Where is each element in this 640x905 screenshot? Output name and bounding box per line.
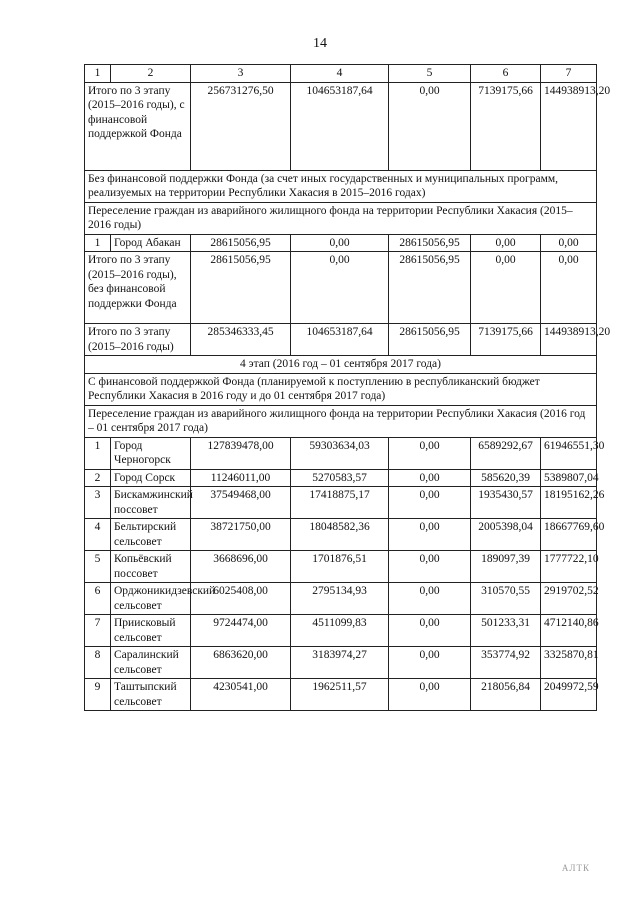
- value-cell: 9724474,00: [191, 615, 291, 647]
- municipality-name: Город Сорск: [111, 469, 191, 487]
- total-row: [85, 82, 597, 170]
- column-number: 7: [541, 65, 597, 83]
- value-cell: 0,00: [389, 551, 471, 583]
- footer-mark: АЛТК: [561, 863, 590, 873]
- value-cell: 59303634,03: [291, 437, 389, 469]
- page-number: 14: [313, 36, 327, 51]
- value-cell: 0,00: [389, 82, 471, 170]
- municipality-name: Саралинский сельсовет: [111, 647, 191, 679]
- value-cell: 189097,39: [471, 551, 541, 583]
- value-cell: 6589292,67: [471, 437, 541, 469]
- value-cell: 28615056,95: [191, 234, 291, 252]
- row-number: 1: [85, 234, 111, 252]
- row-label: Итого по 3 этапу (2015–2016 годы), без финансовой поддержки Фонда: [85, 252, 191, 324]
- section-heading: Без финансовой поддержки Фонда (за счет иных государственных и муниципальных программ, реализуемых на территории Республики Хакасия в 2015–2016 годах): [85, 170, 597, 202]
- row-number: 7: [85, 615, 111, 647]
- value-cell: 6863620,00: [191, 647, 291, 679]
- value-cell: 4230541,00: [191, 679, 291, 711]
- value-cell: 61946551,30: [541, 437, 597, 469]
- value-cell: 0,00: [389, 679, 471, 711]
- value-cell: 1935430,57: [471, 487, 541, 519]
- municipality-name: Город Абакан: [111, 234, 191, 252]
- municipality-name: Приисковый сельсовет: [111, 615, 191, 647]
- value-cell: 28615056,95: [389, 252, 471, 324]
- column-number: 2: [111, 65, 191, 83]
- value-cell: 17418875,17: [291, 487, 389, 519]
- row-number: 9: [85, 679, 111, 711]
- value-cell: 2005398,04: [471, 519, 541, 551]
- value-cell: 0,00: [291, 252, 389, 324]
- value-cell: 2049972,59: [541, 679, 597, 711]
- value-cell: 0,00: [389, 615, 471, 647]
- table-row: [85, 487, 597, 519]
- table-row: [85, 583, 597, 615]
- municipality-name: Орджоникидзевский сельсовет: [111, 583, 191, 615]
- value-cell: 3668696,00: [191, 551, 291, 583]
- value-cell: 5270583,57: [291, 469, 389, 487]
- value-cell: 5389807,04: [541, 469, 597, 487]
- total-row: [85, 252, 597, 324]
- value-cell: 144938913,20: [541, 82, 597, 170]
- value-cell: 11246011,00: [191, 469, 291, 487]
- section-heading-row: [85, 405, 597, 437]
- value-cell: 6025408,00: [191, 583, 291, 615]
- value-cell: 0,00: [389, 647, 471, 679]
- column-number: 4: [291, 65, 389, 83]
- value-cell: 0,00: [389, 437, 471, 469]
- table-row: [85, 679, 597, 711]
- row-number: 6: [85, 583, 111, 615]
- stage-heading-row: [85, 356, 597, 374]
- value-cell: 0,00: [471, 234, 541, 252]
- value-cell: 1701876,51: [291, 551, 389, 583]
- value-cell: 1962511,57: [291, 679, 389, 711]
- section-heading-row: [85, 202, 597, 234]
- value-cell: 585620,39: [471, 469, 541, 487]
- value-cell: 3325870,81: [541, 647, 597, 679]
- value-cell: 18048582,36: [291, 519, 389, 551]
- section-heading-row: [85, 170, 597, 202]
- value-cell: 3183974,27: [291, 647, 389, 679]
- value-cell: 2919702,52: [541, 583, 597, 615]
- value-cell: 256731276,50: [191, 82, 291, 170]
- value-cell: 38721750,00: [191, 519, 291, 551]
- value-cell: 1777722,10: [541, 551, 597, 583]
- column-number-row: [85, 65, 597, 83]
- section-heading: Переселение граждан из аварийного жилищного фонда на территории Республики Хакасия (2015–2016 годы): [85, 202, 597, 234]
- total-row: [85, 324, 597, 356]
- value-cell: 0,00: [471, 252, 541, 324]
- value-cell: 127839478,00: [191, 437, 291, 469]
- value-cell: 104653187,64: [291, 82, 389, 170]
- table-row: [85, 469, 597, 487]
- row-label: Итого по 3 этапу (2015–2016 годы): [85, 324, 191, 356]
- municipality-name: Бельтирский сельсовет: [111, 519, 191, 551]
- value-cell: 0,00: [389, 583, 471, 615]
- row-number: 5: [85, 551, 111, 583]
- section-heading: Переселение граждан из аварийного жилищного фонда на территории Республики Хакасия (2016 год – 01 сентября 2017 года): [85, 405, 597, 437]
- value-cell: 28615056,95: [191, 252, 291, 324]
- value-cell: 4511099,83: [291, 615, 389, 647]
- value-cell: 0,00: [541, 252, 597, 324]
- funding-table: [84, 64, 611, 711]
- value-cell: 0,00: [389, 469, 471, 487]
- column-number: 5: [389, 65, 471, 83]
- municipality-name: Бискамжинский поссовет: [111, 487, 191, 519]
- value-cell: 310570,55: [471, 583, 541, 615]
- municipality-name: Копьёвский поссовет: [111, 551, 191, 583]
- value-cell: 0,00: [291, 234, 389, 252]
- table-row: [85, 519, 597, 551]
- section-heading: С финансовой поддержкой Фонда (планируемой к поступлению в республиканский бюджет Республики Хакасия в 2016 году и до 01 сентября 2017 года): [85, 373, 597, 405]
- value-cell: 0,00: [389, 487, 471, 519]
- value-cell: 104653187,64: [291, 324, 389, 356]
- row-number: 1: [85, 437, 111, 469]
- value-cell: 501233,31: [471, 615, 541, 647]
- row-label: Итого по 3 этапу (2015–2016 годы), с финансовой поддержкой Фонда: [85, 82, 191, 170]
- table-row: [85, 437, 597, 469]
- value-cell: 353774,92: [471, 647, 541, 679]
- value-cell: 144938913,20: [541, 324, 597, 356]
- value-cell: 28615056,95: [389, 234, 471, 252]
- table-row: [85, 647, 597, 679]
- value-cell: 7139175,66: [471, 82, 541, 170]
- value-cell: 37549468,00: [191, 487, 291, 519]
- value-cell: 28615056,95: [389, 324, 471, 356]
- column-number: 1: [85, 65, 111, 83]
- stage-heading: 4 этап (2016 год – 01 сентября 2017 года): [85, 356, 597, 374]
- value-cell: 0,00: [541, 234, 597, 252]
- value-cell: 18195162,26: [541, 487, 597, 519]
- value-cell: 0,00: [389, 519, 471, 551]
- municipality-name: Таштыпский сельсовет: [111, 679, 191, 711]
- section-heading-row: [85, 373, 597, 405]
- column-number: 3: [191, 65, 291, 83]
- value-cell: 2795134,93: [291, 583, 389, 615]
- row-number: 8: [85, 647, 111, 679]
- row-number: 4: [85, 519, 111, 551]
- value-cell: 285346333,45: [191, 324, 291, 356]
- value-cell: 7139175,66: [471, 324, 541, 356]
- row-number: 2: [85, 469, 111, 487]
- table-row: [85, 234, 597, 252]
- municipality-name: Город Черногорск: [111, 437, 191, 469]
- value-cell: 218056,84: [471, 679, 541, 711]
- table-row: [85, 551, 597, 583]
- row-number: 3: [85, 487, 111, 519]
- value-cell: 18667769,60: [541, 519, 597, 551]
- table-row: [85, 615, 597, 647]
- column-number: 6: [471, 65, 541, 83]
- value-cell: 4712140,86: [541, 615, 597, 647]
